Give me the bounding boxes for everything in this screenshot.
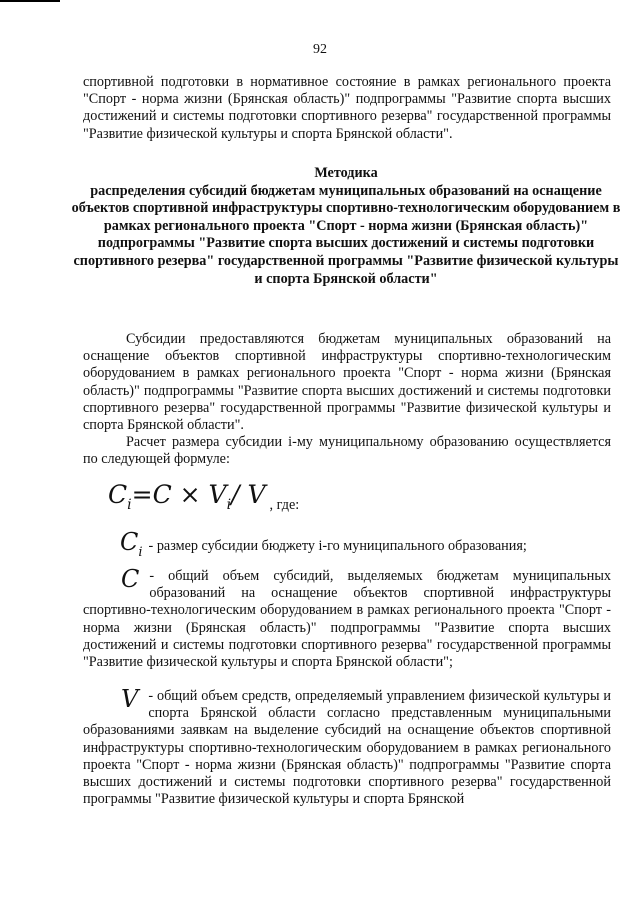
formula-mid-sub: i (226, 497, 232, 513)
definition-v (83, 685, 611, 808)
title-subheading: распределения субсидий бюджетам муниципальных образований на оснащение объектов спортивной инфраструктуры спортивно-технологическим оборудованием в рамках регионального проекта "Спорт - норма жизни (Брянская область)" подпрограммы "Развитие спорта высших достижений и системы подготовки спортивного резерва" государственной программы "Развитие физической культуры и спорта Брянской области" (71, 182, 621, 287)
page-number: 92 (313, 42, 327, 57)
definition-v-symbol: V (121, 685, 139, 713)
formula-lhs-sub: i (127, 497, 132, 513)
formula-rhs: / V (231, 480, 266, 509)
definition-ci-text: - размер субсидии бюджету i-го муниципального образования; (148, 538, 527, 554)
formula-suffix: , где: (269, 497, 300, 513)
definition-ci (120, 528, 527, 560)
formula-lhs: C (108, 480, 128, 509)
formula (108, 480, 299, 514)
definition-ci-symbol: $C_i$ (120, 528, 143, 560)
formula-mid: =C × V (131, 480, 227, 509)
title-heading: Методика (314, 165, 378, 181)
definition-c (83, 565, 611, 671)
formula-expression (108, 480, 266, 513)
definition-v-text: - общий объем средств, определяемый управлением физической культуры и спорта Брянской области согласно представленным муниципальными образованиями заявкам на выделение субсидий на оснащение объектов спортивной инфраструктуры спортивно-технологическим оборудованием в рамках регионального проекта "Спорт - норма жизни (Брянская область)" подпрограммы "Развитие спорта высших достижений и системы подготовки спортивного резерва" государственной программы "Развитие физической культуры и спорта Брянской (83, 688, 611, 808)
definition-c-text: - общий объем субсидий, выделяемых бюджетам муниципальных образований на оснащение объектов спортивной инфраструктуры спортивно-технологическим оборудованием в рамках регионального проекта "Спорт - норма жизни (Брянская область)" подпрограммы "Развитие спорта высших достижений и системы подготовки спортивного резерва" государственной программы "Развитие физической культуры и спорта Брянской области"; (83, 568, 611, 671)
top-rule (0, 0, 60, 2)
intro-paragraph: спортивной подготовки в нормативное состояние в рамках регионального проекта "Спорт - норма жизни (Брянская область)" подпрограммы "Развитие спорта высших достижений и системы подготовки спортивного резерва" государственной программы "Развитие физической культуры и спорта Брянской области". (83, 74, 611, 142)
document-title (70, 165, 622, 288)
paragraph-subsidies: Субсидии предоставляются бюджетам муниципальных образований на оснащение объектов спортивной инфраструктуры спортивно-технологическим оборудованием в рамках регионального проекта "Спорт - норма жизни (Брянская область)" подпрограммы "Развитие спорта высших достижений и системы подготовки спортивного резерва" государственной программы "Развитие физической культуры и спорта Брянской области". (83, 331, 611, 434)
paragraph-calculation: Расчет размера субсидии i-му муниципальному образованию осуществляется по следующей формуле: (83, 434, 611, 468)
definition-c-symbol: C (121, 565, 140, 593)
